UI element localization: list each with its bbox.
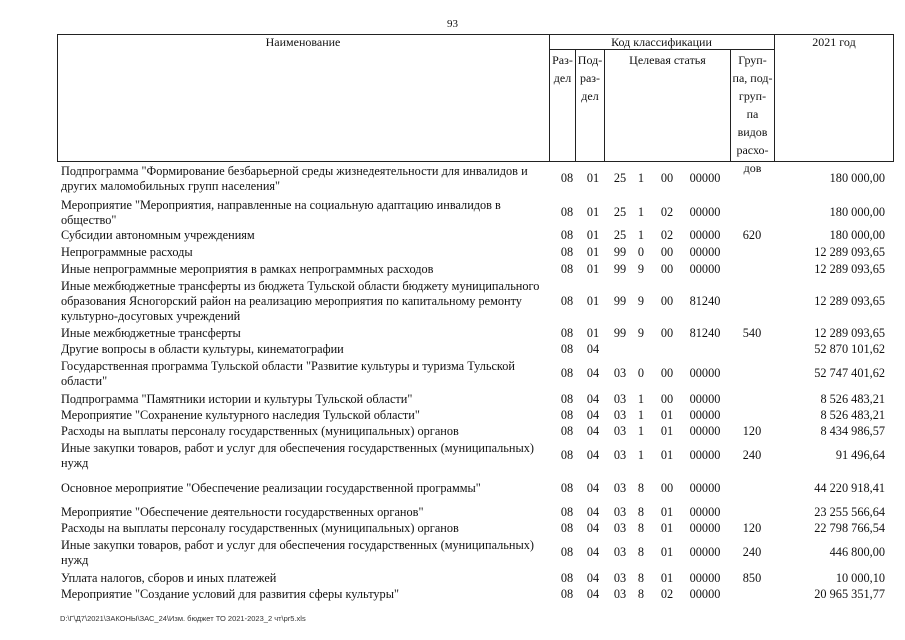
cell-podrazdel: 04 xyxy=(586,521,600,535)
cell-cs3: 02 xyxy=(660,587,674,601)
row-name: Мероприятие "Создание условий для развития сферы культуры" xyxy=(61,587,399,601)
table-row xyxy=(0,359,905,389)
cell-razdel: 08 xyxy=(560,408,574,422)
cell-amount: 10 000,10 xyxy=(835,571,885,585)
cell-cs3: 00 xyxy=(660,326,674,340)
cell-podrazdel: 04 xyxy=(586,342,600,356)
cell-cs4: 00000 xyxy=(689,262,721,276)
cell-amount: 8 434 986,57 xyxy=(820,424,885,438)
cell-razdel: 08 xyxy=(560,392,574,406)
cell-amount: 23 255 566,64 xyxy=(814,505,885,519)
cell-cs1: 25 xyxy=(613,171,627,185)
file-path-footer: D:\Г\Д7\2021\ЗАКОНЫ\ЗАС_24\Изм. бюджет ТО 2021-2023_2 чт\pr5.xls xyxy=(60,614,306,623)
cell-cs4: 00000 xyxy=(689,366,721,380)
cell-podrazdel: 01 xyxy=(586,228,600,242)
table-row xyxy=(0,164,905,194)
table-row xyxy=(0,521,905,536)
cell-cs1: 99 xyxy=(613,245,627,259)
cell-cs3: 01 xyxy=(660,571,674,585)
cell-cs2: 0 xyxy=(637,366,645,380)
cell-cs2: 9 xyxy=(637,294,645,308)
cell-podrazdel: 01 xyxy=(586,262,600,276)
cell-podrazdel: 04 xyxy=(586,587,600,601)
page-number: 93 xyxy=(447,18,458,30)
cell-amount: 52 747 401,62 xyxy=(814,366,885,380)
cell-cs2: 9 xyxy=(637,262,645,276)
cell-cs1: 03 xyxy=(613,505,627,519)
header-target-article: Целевая статья xyxy=(629,53,706,67)
cell-razdel: 08 xyxy=(560,545,574,559)
header-subsection: Под- раз- дел xyxy=(577,53,603,103)
row-name: Подпрограмма "Формирование безбарьерной среды жизнедеятельности для инвалидов и других маломобильных групп населения" xyxy=(61,164,528,193)
header-expense-group: Груп- па, под- груп- па видов расхо- дов xyxy=(732,53,773,175)
cell-cs1: 03 xyxy=(613,545,627,559)
cell-cs1: 03 xyxy=(613,521,627,535)
cell-vr: 540 xyxy=(742,326,762,340)
cell-cs2: 8 xyxy=(637,481,645,495)
row-name: Иные межбюджетные трансферты из бюджета Тульской области бюджету муниципального образования Ясногорский район на реализацию мероприятия по капитальному ремонту культурно-досуговых учреждений xyxy=(61,279,540,323)
cell-cs2: 1 xyxy=(637,408,645,422)
cell-amount: 44 220 918,41 xyxy=(814,481,885,495)
cell-amount: 20 965 351,77 xyxy=(814,587,885,601)
row-name: Иные закупки товаров, работ и услуг для обеспечения государственных (муниципальных) нужд xyxy=(61,441,534,470)
table-row xyxy=(0,392,905,407)
cell-cs2: 1 xyxy=(637,205,645,219)
row-name: Мероприятие "Мероприятия, направленные на социальную адаптацию инвалидов в общество" xyxy=(61,198,501,227)
cell-vr: 240 xyxy=(742,448,762,462)
cell-podrazdel: 04 xyxy=(586,408,600,422)
cell-cs4: 00000 xyxy=(689,448,721,462)
cell-cs1: 03 xyxy=(613,571,627,585)
cell-cs3: 01 xyxy=(660,448,674,462)
row-name: Мероприятие "Сохранение культурного наследия Тульской области" xyxy=(61,408,420,422)
table-row xyxy=(0,228,905,243)
cell-podrazdel: 01 xyxy=(586,294,600,308)
cell-amount: 8 526 483,21 xyxy=(820,392,885,406)
cell-razdel: 08 xyxy=(560,228,574,242)
cell-amount: 180 000,00 xyxy=(829,205,885,219)
cell-podrazdel: 01 xyxy=(586,171,600,185)
cell-razdel: 08 xyxy=(560,587,574,601)
cell-podrazdel: 04 xyxy=(586,481,600,495)
table-row xyxy=(0,326,905,341)
table-row xyxy=(0,342,905,357)
cell-cs3: 01 xyxy=(660,545,674,559)
cell-cs3: 01 xyxy=(660,424,674,438)
cell-razdel: 08 xyxy=(560,481,574,495)
cell-cs1: 99 xyxy=(613,294,627,308)
cell-cs4: 00000 xyxy=(689,171,721,185)
cell-cs4: 00000 xyxy=(689,392,721,406)
cell-podrazdel: 01 xyxy=(586,245,600,259)
cell-amount: 12 289 093,65 xyxy=(814,245,885,259)
cell-cs4: 00000 xyxy=(689,424,721,438)
cell-cs2: 8 xyxy=(637,521,645,535)
cell-razdel: 08 xyxy=(560,262,574,276)
cell-cs4: 00000 xyxy=(689,205,721,219)
cell-cs2: 8 xyxy=(637,505,645,519)
cell-amount: 22 798 766,54 xyxy=(814,521,885,535)
cell-cs4: 00000 xyxy=(689,505,721,519)
cell-amount: 12 289 093,65 xyxy=(814,262,885,276)
cell-podrazdel: 04 xyxy=(586,424,600,438)
cell-cs4: 00000 xyxy=(689,545,721,559)
cell-razdel: 08 xyxy=(560,294,574,308)
table-row xyxy=(0,408,905,423)
cell-vr: 850 xyxy=(742,571,762,585)
cell-amount: 12 289 093,65 xyxy=(814,294,885,308)
row-name: Основное мероприятие "Обеспечение реализации государственной программы" xyxy=(61,481,481,495)
cell-cs2: 1 xyxy=(637,228,645,242)
cell-cs3: 01 xyxy=(660,521,674,535)
table-row xyxy=(0,505,905,520)
cell-vr: 620 xyxy=(742,228,762,242)
cell-cs2: 1 xyxy=(637,424,645,438)
cell-cs3: 02 xyxy=(660,205,674,219)
table-row xyxy=(0,198,905,228)
cell-cs3: 00 xyxy=(660,366,674,380)
cell-razdel: 08 xyxy=(560,171,574,185)
header-code-classification: Код классификации xyxy=(611,35,712,49)
row-name: Подпрограмма "Памятники истории и культуры Тульской области" xyxy=(61,392,413,406)
row-name: Расходы на выплаты персоналу государственных (муниципальных) органов xyxy=(61,424,459,438)
row-name: Государственная программа Тульской области "Развитие культуры и туризма Тульской области" xyxy=(61,359,515,388)
cell-cs4: 00000 xyxy=(689,245,721,259)
cell-podrazdel: 04 xyxy=(586,366,600,380)
cell-razdel: 08 xyxy=(560,245,574,259)
cell-podrazdel: 04 xyxy=(586,448,600,462)
cell-razdel: 08 xyxy=(560,424,574,438)
cell-amount: 91 496,64 xyxy=(835,448,885,462)
row-name: Уплата налогов, сборов и иных платежей xyxy=(61,571,277,585)
cell-cs2: 8 xyxy=(637,587,645,601)
cell-razdel: 08 xyxy=(560,505,574,519)
cell-razdel: 08 xyxy=(560,571,574,585)
cell-cs4: 00000 xyxy=(689,408,721,422)
cell-cs1: 03 xyxy=(613,481,627,495)
cell-cs3: 00 xyxy=(660,245,674,259)
cell-vr: 120 xyxy=(742,424,762,438)
cell-amount: 52 870 101,62 xyxy=(814,342,885,356)
cell-cs1: 25 xyxy=(613,228,627,242)
table-row xyxy=(0,262,905,277)
cell-amount: 180 000,00 xyxy=(829,171,885,185)
cell-cs3: 02 xyxy=(660,228,674,242)
table-row xyxy=(0,441,905,471)
cell-cs3: 01 xyxy=(660,505,674,519)
cell-cs1: 03 xyxy=(613,448,627,462)
table-row xyxy=(0,538,905,568)
cell-podrazdel: 04 xyxy=(586,545,600,559)
cell-cs4: 00000 xyxy=(689,571,721,585)
cell-amount: 12 289 093,65 xyxy=(814,326,885,340)
cell-cs1: 03 xyxy=(613,587,627,601)
cell-cs2: 0 xyxy=(637,245,645,259)
cell-cs1: 99 xyxy=(613,326,627,340)
cell-vr: 120 xyxy=(742,521,762,535)
table-row xyxy=(0,587,905,602)
row-name: Субсидии автономным учреждениям xyxy=(61,228,255,242)
cell-cs1: 25 xyxy=(613,205,627,219)
cell-razdel: 08 xyxy=(560,366,574,380)
header-section: Раз- дел xyxy=(552,53,573,85)
cell-amount: 446 800,00 xyxy=(829,545,885,559)
cell-cs1: 03 xyxy=(613,366,627,380)
cell-razdel: 08 xyxy=(560,326,574,340)
row-name: Другие вопросы в области культуры, кинематографии xyxy=(61,342,344,356)
cell-cs4: 00000 xyxy=(689,587,721,601)
cell-podrazdel: 04 xyxy=(586,392,600,406)
cell-amount: 8 526 483,21 xyxy=(820,408,885,422)
header-year: 2021 год xyxy=(812,35,856,49)
cell-podrazdel: 04 xyxy=(586,505,600,519)
cell-cs2: 8 xyxy=(637,571,645,585)
cell-cs2: 8 xyxy=(637,545,645,559)
cell-cs4: 00000 xyxy=(689,228,721,242)
cell-cs1: 03 xyxy=(613,392,627,406)
table-row xyxy=(0,245,905,260)
table-row xyxy=(0,571,905,586)
row-name: Непрограммные расходы xyxy=(61,245,193,259)
cell-cs3: 00 xyxy=(660,392,674,406)
cell-razdel: 08 xyxy=(560,521,574,535)
row-name: Иные непрограммные мероприятия в рамках непрограммных расходов xyxy=(61,262,434,276)
cell-razdel: 08 xyxy=(560,448,574,462)
cell-amount: 180 000,00 xyxy=(829,228,885,242)
cell-cs3: 00 xyxy=(660,171,674,185)
cell-cs2: 1 xyxy=(637,448,645,462)
cell-vr: 240 xyxy=(742,545,762,559)
cell-cs4: 00000 xyxy=(689,521,721,535)
cell-razdel: 08 xyxy=(560,342,574,356)
cell-cs4: 81240 xyxy=(689,326,721,340)
row-name: Мероприятие "Обеспечение деятельности государственных органов" xyxy=(61,505,424,519)
cell-podrazdel: 01 xyxy=(586,205,600,219)
cell-cs2: 1 xyxy=(637,171,645,185)
table-row xyxy=(0,279,905,324)
cell-cs3: 00 xyxy=(660,481,674,495)
header-name: Наименование xyxy=(265,35,341,49)
row-name: Иные закупки товаров, работ и услуг для обеспечения государственных (муниципальных) нужд xyxy=(61,538,534,567)
cell-cs3: 00 xyxy=(660,262,674,276)
cell-cs3: 01 xyxy=(660,408,674,422)
cell-cs2: 1 xyxy=(637,392,645,406)
cell-cs2: 9 xyxy=(637,326,645,340)
cell-cs1: 03 xyxy=(613,408,627,422)
cell-cs1: 99 xyxy=(613,262,627,276)
row-name: Расходы на выплаты персоналу государственных (муниципальных) органов xyxy=(61,521,459,535)
cell-cs3: 00 xyxy=(660,294,674,308)
table-row xyxy=(0,481,905,496)
cell-cs4: 00000 xyxy=(689,481,721,495)
cell-podrazdel: 04 xyxy=(586,571,600,585)
cell-podrazdel: 01 xyxy=(586,326,600,340)
table-row xyxy=(0,424,905,439)
cell-cs1: 03 xyxy=(613,424,627,438)
row-name: Иные межбюджетные трансферты xyxy=(61,326,241,340)
cell-razdel: 08 xyxy=(560,205,574,219)
cell-cs4: 81240 xyxy=(689,294,721,308)
